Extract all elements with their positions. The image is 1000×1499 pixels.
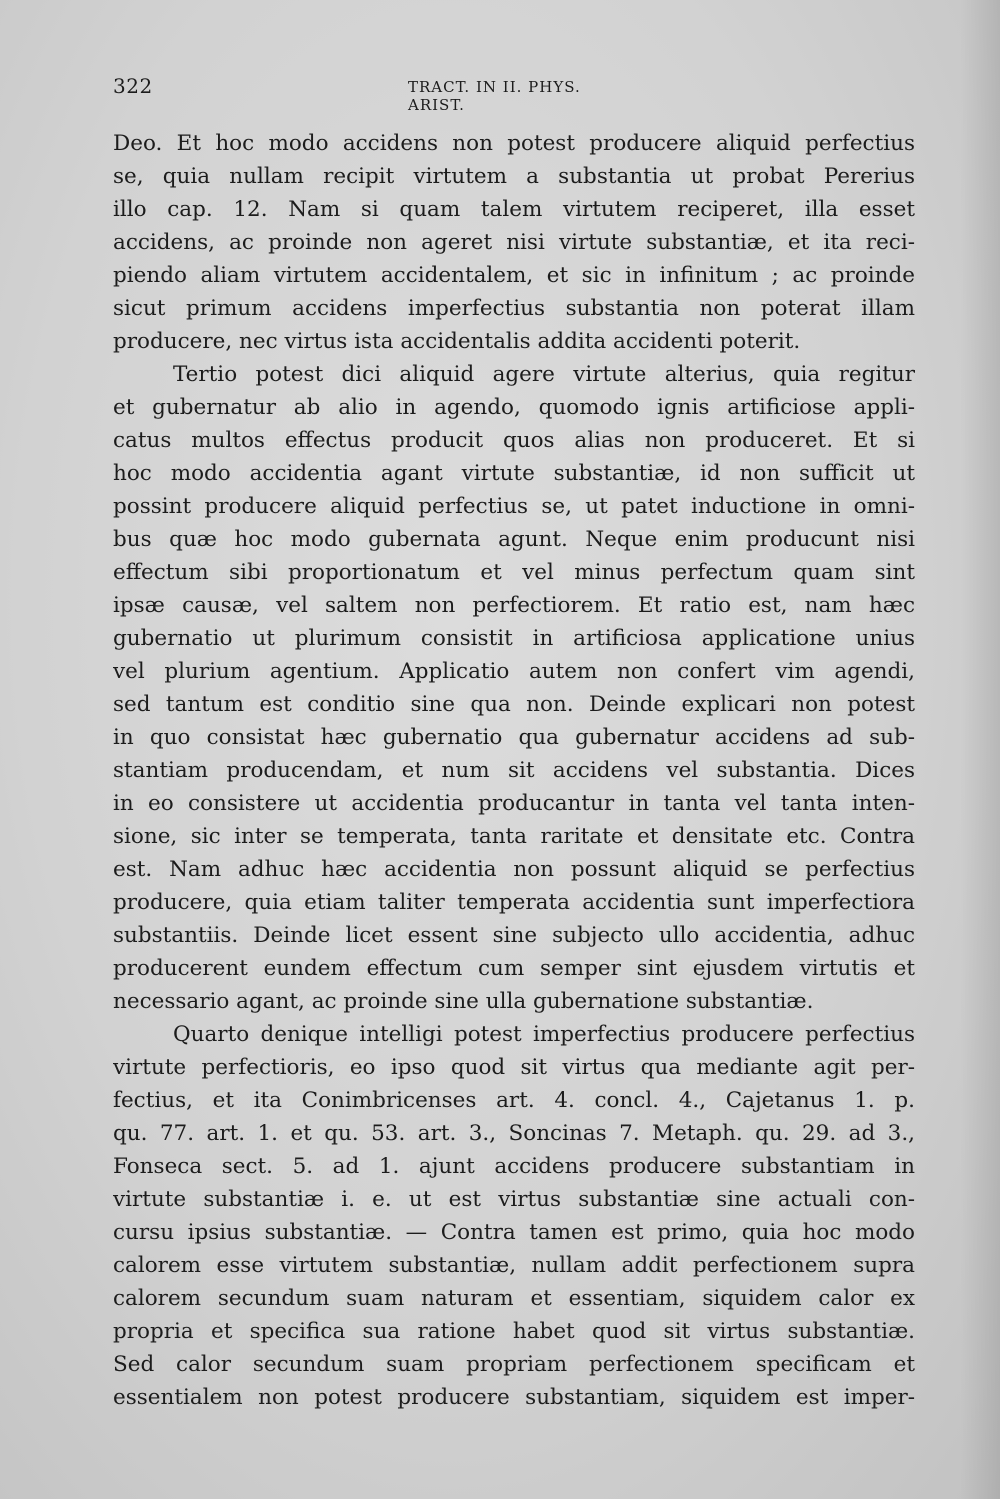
text-line: producere, nec virtus ista accidentalis addita accidenti poterit. <box>113 329 801 354</box>
text-line: virtute perfectioris, eo ipso quod sit virtus qua mediante agit per- <box>113 1055 915 1080</box>
text-line: piendo aliam virtutem accidentalem, et sic in infinitum ; ac proinde <box>113 263 915 288</box>
text-line: calorem esse virtutem substantiæ, nullam addit perfectionem supra <box>113 1253 915 1278</box>
text-line: Sed calor secundum suam propriam perfectionem specificam et <box>113 1352 915 1377</box>
text-line: sione, sic inter se temperata, tanta raritate et densitate etc. Contra <box>113 824 915 849</box>
text-line: producerent eundem effectum cum semper sint ejusdem virtutis et <box>113 956 915 981</box>
text-line: illo cap. 12. Nam si quam talem virtutem reciperet, illa esset <box>113 197 915 222</box>
text-line: producere, quia etiam taliter temperata accidentia sunt imperfectiora <box>113 890 915 915</box>
running-head: TRACT. IN II. PHYS. ARIST. <box>408 78 581 114</box>
body-text <box>113 127 915 1414</box>
text-line: in eo consistere ut accidentia producantur in tanta vel tanta inten- <box>113 791 915 816</box>
text-line: ipsæ causæ, vel saltem non perfectiorem. Et ratio est, nam hæc <box>113 593 915 618</box>
text-line: et gubernatur ab alio in agendo, quomodo ignis artificiose appli- <box>113 395 915 420</box>
page-number: 322 <box>113 74 153 98</box>
text-line: cursu ipsius substantiæ. — Contra tamen est primo, quia hoc modo <box>113 1220 915 1245</box>
text-line: se, quia nullam recipit virtutem a substantia ut probat Pererius <box>113 164 915 189</box>
text-line: Fonseca sect. 5. ad 1. ajunt accidens producere substantiam in <box>113 1154 915 1179</box>
text-line: sed tantum est conditio sine qua non. Deinde explicari non potest <box>113 692 915 717</box>
text-line: stantiam producendam, et num sit accidens vel substantia. Dices <box>113 758 915 783</box>
text-line: Deo. Et hoc modo accidens non potest producere aliquid perfectius <box>113 131 915 156</box>
text-line: hoc modo accidentia agant virtute substantiæ, id non sufficit ut <box>113 461 915 486</box>
text-line: calorem secundum suam naturam et essentiam, siquidem calor ex <box>113 1286 915 1311</box>
text-line: propria et specifica sua ratione habet quod sit virtus substantiæ. <box>113 1319 915 1344</box>
text-line: virtute substantiæ i. e. ut est virtus substantiæ sine actuali con- <box>113 1187 915 1212</box>
text-line: in quo consistat hæc gubernatio qua gubernatur accidens ad sub- <box>113 725 915 750</box>
text-line: est. Nam adhuc hæc accidentia non possunt aliquid se perfectius <box>113 857 915 882</box>
text-line: gubernatio ut plurimum consistit in artificiosa applicatione unius <box>113 626 915 651</box>
text-line: Quarto denique intelligi potest imperfectius producere perfectius <box>173 1022 915 1047</box>
text-line: possint producere aliquid perfectius se, ut patet inductione in omni- <box>113 494 915 519</box>
page-header <box>113 74 643 114</box>
text-line: necessario agant, ac proinde sine ulla gubernatione substantiæ. <box>113 989 814 1014</box>
text-line: bus quæ hoc modo gubernata agunt. Neque enim producunt nisi <box>113 527 915 552</box>
text-line: substantiis. Deinde licet essent sine subjecto ullo accidentia, adhuc <box>113 923 915 948</box>
text-line: sicut primum accidens imperfectius substantia non poterat illam <box>113 296 915 321</box>
text-line: vel plurium agentium. Applicatio autem non confert vim agendi, <box>113 659 915 684</box>
text-line: accidens, ac proinde non ageret nisi virtute substantiæ, et ita reci- <box>113 230 915 255</box>
text-line: essentialem non potest producere substantiam, siquidem est imper- <box>113 1385 915 1410</box>
text-line: qu. 77. art. 1. et qu. 53. art. 3., Soncinas 7. Metaph. qu. 29. ad 3., <box>113 1121 915 1146</box>
text-line: catus multos effectus producit quos alias non produceret. Et si <box>113 428 915 453</box>
text-line: fectius, et ita Conimbricenses art. 4. concl. 4., Cajetanus 1. p. <box>113 1088 915 1113</box>
text-line: effectum sibi proportionatum et vel minus perfectum quam sint <box>113 560 915 585</box>
text-line: Tertio potest dici aliquid agere virtute alterius, quia regitur <box>173 362 915 387</box>
